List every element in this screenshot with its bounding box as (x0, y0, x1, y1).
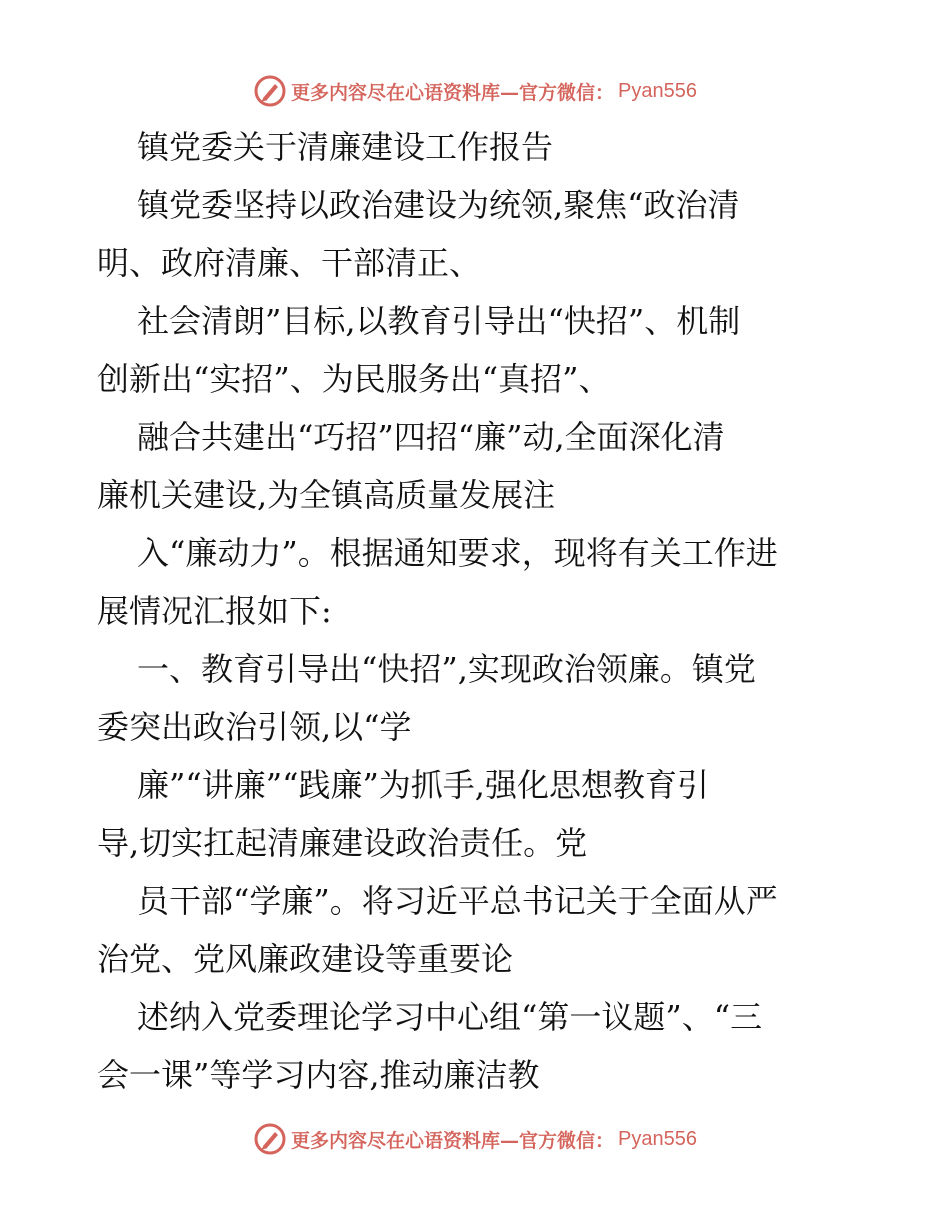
header-watermark (0, 71, 950, 111)
text-line: 治党、党风廉政建设等重要论 (97, 940, 514, 978)
text-line: 明、政府清廉、干部清正、 (97, 244, 482, 282)
text-line: 廉”“讲廉”“践廉”为抓手,强化思想教育引 (137, 766, 709, 804)
pen-seal-icon (253, 74, 287, 108)
text-line: 社会清朗”目标,以教育引导出“快招”、机制 (137, 302, 741, 340)
text-line: 入“廉动力”。根据通知要求，现将有关工作进 (137, 534, 778, 572)
watermark-wechat-id: Pyan556 (618, 79, 697, 102)
text-line: 述纳入党委理论学习中心组“第一议题”、“三 (137, 998, 763, 1036)
document-title: 镇党委关于清廉建设工作报告 (137, 128, 554, 166)
text-line: 廉机关建设,为全镇高质量发展注 (97, 476, 556, 514)
watermark-text: 更多内容尽在心语资料库—官方微信： (291, 81, 615, 104)
footer-watermark (0, 1119, 950, 1159)
text-line: 导,切实扛起清廉建设政治责任。党 (97, 824, 588, 862)
pen-seal-icon (253, 1122, 287, 1156)
text-line: 会一课”等学习内容,推动廉洁教 (97, 1056, 540, 1094)
text-line: 镇党委坚持以政治建设为统领,聚焦“政治清 (137, 186, 740, 224)
text-line: 创新出“实招”、为民服务出“真招”、 (97, 360, 611, 398)
watermark-text: 更多内容尽在心语资料库—官方微信： (291, 1129, 615, 1152)
text-line: 员干部“学廉”。将习近平总书记关于全面从严 (137, 882, 778, 920)
section-heading-line: 一、教育引导出“快招”,实现政治领廉。镇党 (137, 650, 756, 688)
text-line: 融合共建出“巧招”四招“廉”动,全面深化清 (137, 418, 725, 456)
watermark-wechat-id: Pyan556 (618, 1127, 697, 1150)
text-line: 委突出政治引领,以“学 (97, 708, 412, 746)
text-line: 展情况汇报如下: (97, 592, 332, 630)
